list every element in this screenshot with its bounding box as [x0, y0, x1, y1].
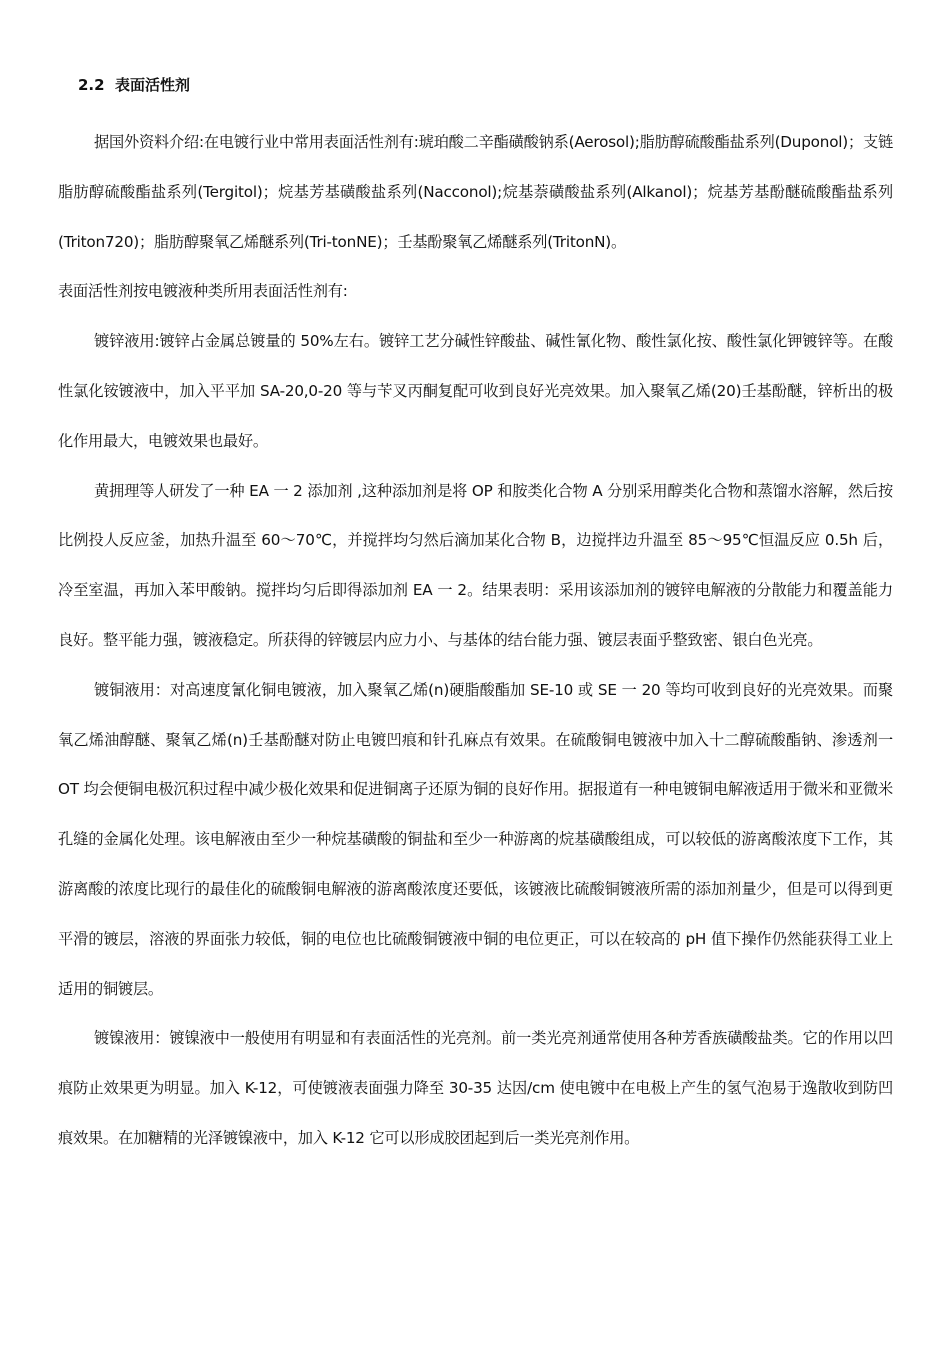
section-title: 表面活性剂 — [115, 76, 191, 94]
paragraph-ea2-additive: 黄拥理等人研发了一种 EA 一 2 添加剂 ,这种添加剂是将 OP 和胺类化合物 A 分别采用醇类化合物和蒸馏水溶解，然后按比例投人反应釜，加热升温至 60～70℃，并搅拌均匀然后滴加某化合物 B，边搅拌边升温至 85～95℃恒温反应 0.5h 后，冷至室温，再加入苯甲酸钠。搅拌均匀后即得添加剂 EA 一 2。结果表明：采用该添加剂的镀锌电解液的分散能力和覆盖能力良好。整平能力强，镀液稳定。所获得的锌镀层内应力小、与基体的结台能力强、镀层表面乎整致密、银白色光亮。 — [58, 481, 893, 649]
paragraph-copper-plating: 镀铜液用：对高速度氰化铜电镀液，加入聚氧乙烯(n)硬脂酸酯加 SE-10 或 SE 一 20 等均可收到良好的光亮效果。而聚氧乙烯油醇醚、聚氧乙烯(n)壬基酚醚对防止电镀凹痕和针孔麻点有效果。在硫酸铜电镀液中加入十二醇硫酸酯钠、渗透剂一 OT 均会便铜电极沉积过程中减少极化效果和促进铜离子还原为铜的良好作用。据报道有一种电镀铜电解液适用于微米和亚微米孔缝的金属化处理。该电解液由至少一种烷基磺酸的铜盐和至少一种游离的烷基磺酸组成，可以较低的游离酸浓度下工作，其游离酸的浓度比现行的最佳化的硫酸铜电解液的游离酸浓度还要低，该镀液比硫酸铜镀液所需的添加剂量少，但是可以得到更平滑的镀层，溶液的界面张力较低，铜的电位也比硫酸铜镀液中铜的电位更正，可以在较高的 pH 值下操作仍然能获得工业上适用的铜镀层。 — [58, 680, 893, 998]
document-page — [58, 70, 893, 1164]
section-number: 2.2 — [78, 76, 105, 94]
section-heading — [78, 70, 893, 100]
paragraph-nickel-plating: 镀镍液用：镀镍液中一般使用有明显和有表面活性的光亮剂。前一类光亮剂通常使用各种芳香族磺酸盐类。它的作用以凹痕防止效果更为明显。加入 K-12，可使镀液表面强力降至 30-35 达因/cm 使电镀中在电极上产生的氢气泡易于逸散收到防凹痕效果。在加糖精的光泽镀镍液中，加入 K-12 它可以形成胶团起到后一类光亮剂作用。 — [58, 1029, 893, 1147]
paragraph-surfactant-overview: 据国外资料介绍:在电镀行业中常用表面活性剂有:琥珀酸二辛酯磺酸钠系(Aerosol);脂肪醇硫酸酯盐系列(Duponol)；支链脂肪醇硫酸酯盐系列(Tergitol)；烷基芳基磺酸盐系列(Nacconol);烷基萘磺酸盐系列(Alkanol)；烷基芳基酚醚硫酸酯盐系列(Triton720)；脂肪醇聚氧乙烯醚系列(Tri-tonNE)；壬基酚聚氧乙烯醚系列(TritonN)。 — [58, 133, 893, 251]
paragraph-classification-intro: 表面活性剂按电镀液种类所用表面活性剂有: — [58, 282, 348, 301]
paragraph-zinc-plating: 镀锌液用:镀锌占金属总镀量的 50%左右。镀锌工艺分碱性锌酸盐、碱性氰化物、酸性氯化按、酸性氯化钾镀锌等。在酸性氯化铵镀液中，加入平平加 SA-20,0-20 等与苄叉丙酮复配可收到良好光亮效果。加入聚氧乙烯(20)壬基酚醚，锌析出的极化作用最大，电镀效果也最好。 — [58, 332, 893, 450]
